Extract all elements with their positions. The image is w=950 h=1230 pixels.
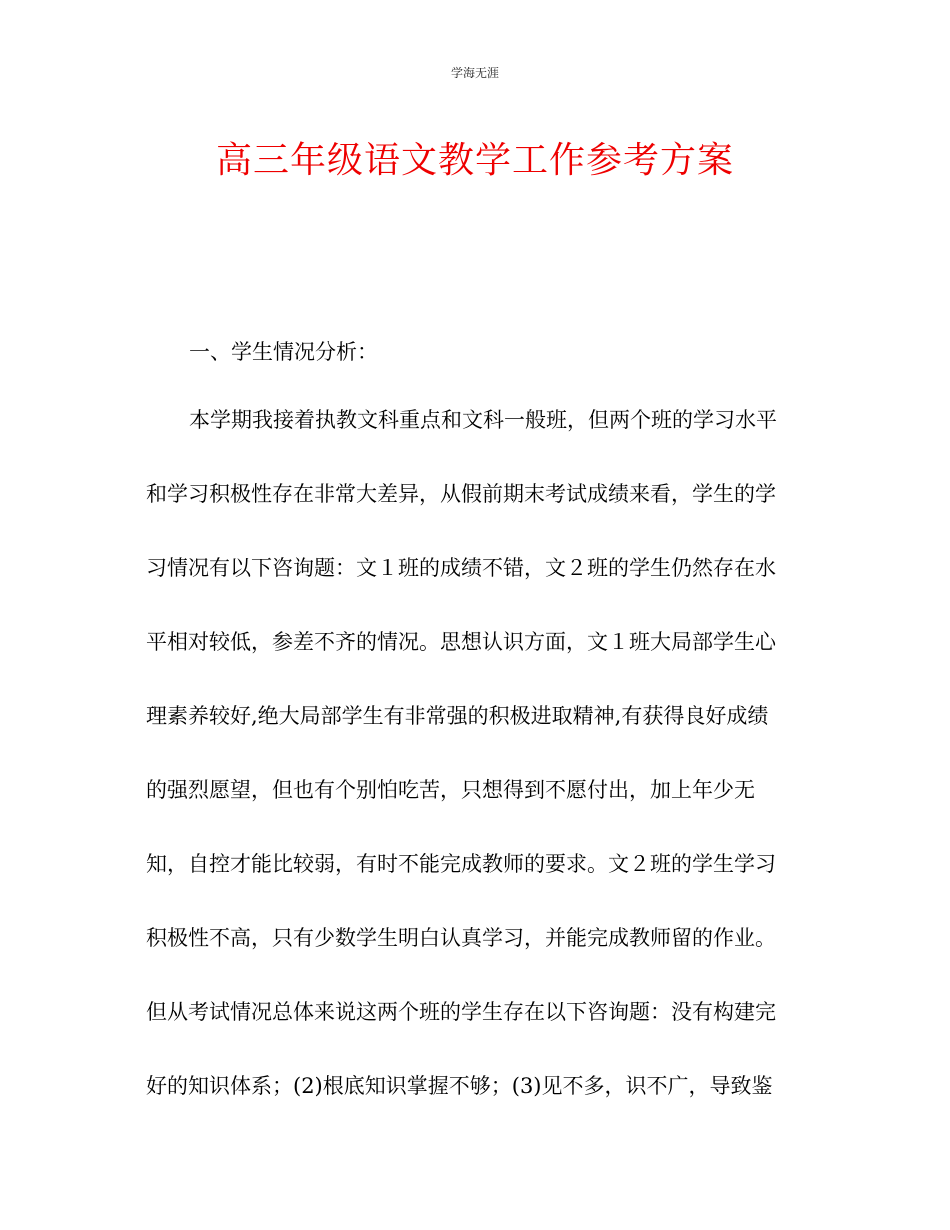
body-line: 好的知识体系；(2)根底知识掌握不够；(3)见不多，识不广，导致鉴 bbox=[146, 1074, 773, 1098]
body-line: 习情况有以下咨询题：文１班的成绩不错，文２班的学生仍然存在水 bbox=[146, 556, 776, 580]
body-line: 本学期我接着执教文科重点和文科一般班，但两个班的学习水平 bbox=[189, 408, 777, 432]
body-line: 的强烈愿望，但也有个别怕吃苦，只想得到不愿付出，加上年少无 bbox=[146, 778, 755, 802]
section-heading: 一、学生情况分析： bbox=[189, 340, 378, 364]
body-line: 知，自控才能比较弱，有时不能完成教师的要求。文２班的学生学习 bbox=[146, 852, 776, 876]
body-line: 平相对较低，参差不齐的情况。思想认识方面，文１班大局部学生心 bbox=[146, 630, 776, 654]
document-title: 高三年级语文教学工作参考方案 bbox=[215, 140, 734, 181]
body-line: 积极性不高，只有少数学生明白认真学习，并能完成教师留的作业。 bbox=[146, 926, 776, 950]
body-line: 但从考试情况总体来说这两个班的学生存在以下咨询题：没有构建完 bbox=[146, 1000, 776, 1024]
body-text bbox=[146, 398, 806, 1138]
body-line: 理素养较好,绝大局部学生有非常强的积极进取精神,有获得良好成绩 bbox=[146, 704, 769, 728]
page-header: 学海无涯 bbox=[450, 66, 499, 80]
body-line: 和学习积极性存在非常大差异，从假前期末考试成绩来看，学生的学 bbox=[146, 482, 776, 506]
